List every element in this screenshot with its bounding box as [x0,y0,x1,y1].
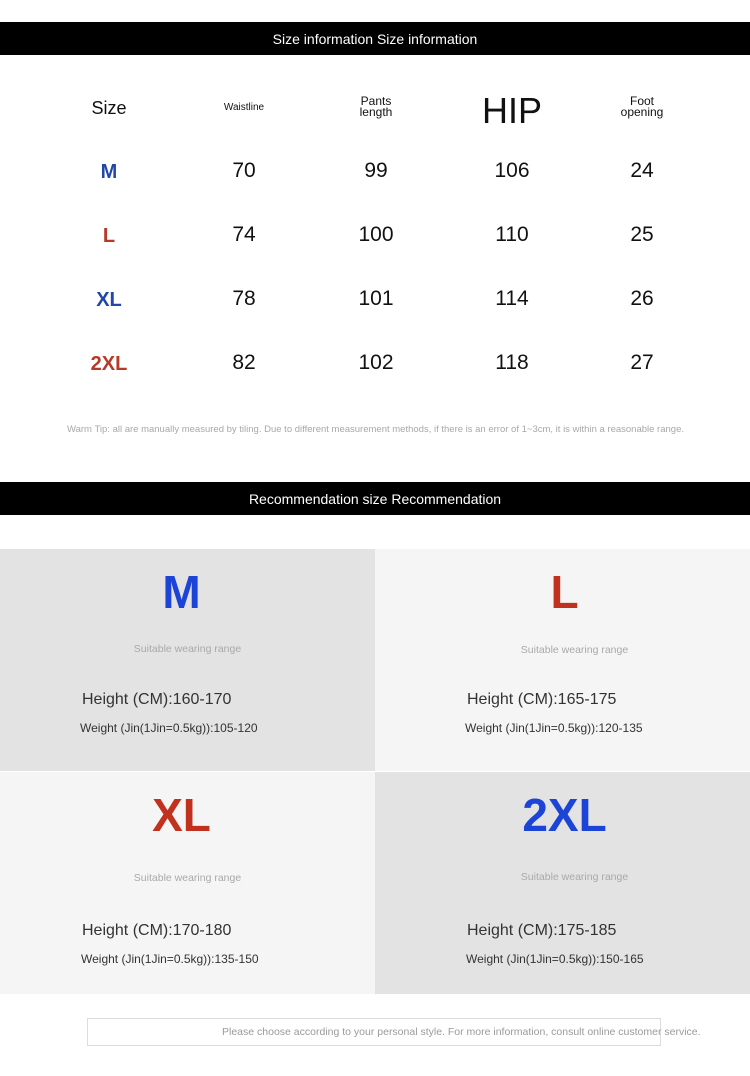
row-2xl-foot-opening: 27 [630,351,654,374]
row-m-hip: 106 [494,159,530,182]
header-foot-line1: Foot [629,94,654,108]
card-weight: Weight (Jin(1Jin=0.5kg)):135-150 [81,952,259,966]
row-2xl-hip: 118 [495,351,529,374]
row-xl-foot-opening: 26 [630,287,654,310]
row-m-pants-length: 99 [364,159,388,182]
card-subtitle: Suitable wearing range [520,644,629,656]
card-subtitle: Suitable wearing range [520,871,629,883]
footer-note: Please choose according to your personal style. For more information, consult online customer service. [222,1026,701,1038]
header-foot-line2: opening [620,105,664,119]
card-size-2xl: 2XL [522,789,607,841]
header-waistline: Waistline [223,102,265,113]
card-height: Height (CM):175-185 [467,922,617,939]
card-subtitle: Suitable wearing range [133,872,242,884]
recommendation-card-xl [0,772,375,994]
row-2xl-pants-length: 102 [358,351,394,374]
card-height: Height (CM):165-175 [467,691,617,708]
row-l-foot-opening: 25 [630,223,654,246]
row-2xl-waistline: 82 [232,351,256,374]
card-size-m: M [162,566,201,618]
card-height: Height (CM):170-180 [82,922,232,939]
card-weight: Weight (Jin(1Jin=0.5kg)):105-120 [80,721,258,735]
card-subtitle: Suitable wearing range [133,643,242,655]
header-pants-length [328,96,424,118]
row-size-m: M [100,161,118,183]
header-pants-line1: Pants [360,94,392,108]
header-foot-opening [594,96,690,118]
header-hip: HIP [481,90,542,131]
row-m-waistline: 70 [232,159,256,182]
card-height: Height (CM):160-170 [82,691,232,708]
row-xl-hip: 114 [495,287,529,310]
card-weight: Weight (Jin(1Jin=0.5kg)):150-165 [466,952,644,966]
row-size-2xl: 2XL [90,353,128,375]
row-m-foot-opening: 24 [630,159,654,182]
recommendation-banner [0,482,750,515]
card-size-l: L [550,566,579,618]
header-pants-line2: length [359,105,393,119]
row-l-waistline: 74 [232,223,256,246]
card-size-xl: XL [152,789,211,841]
card-weight: Weight (Jin(1Jin=0.5kg)):120-135 [465,721,643,735]
recommendation-card-l [375,549,750,771]
recommendation-title: Recommendation size Recommendation [248,490,502,507]
row-size-xl: XL [96,289,122,311]
header-size: Size [91,98,127,118]
recommendation-card-m [0,549,375,771]
row-size-l: L [102,225,116,247]
size-information-banner [0,22,750,55]
size-information-title: Size information Size information [272,30,478,47]
row-xl-waistline: 78 [232,287,256,310]
recommendation-card-2xl [375,772,750,994]
row-l-pants-length: 100 [358,223,394,246]
measurement-tip: Warm Tip: all are manually measured by tiling. Due to different measurement methods, if there is an error of 1~3cm, it is within a reasonable range. [67,424,684,435]
row-xl-pants-length: 101 [358,287,394,310]
row-l-hip: 110 [495,223,529,246]
